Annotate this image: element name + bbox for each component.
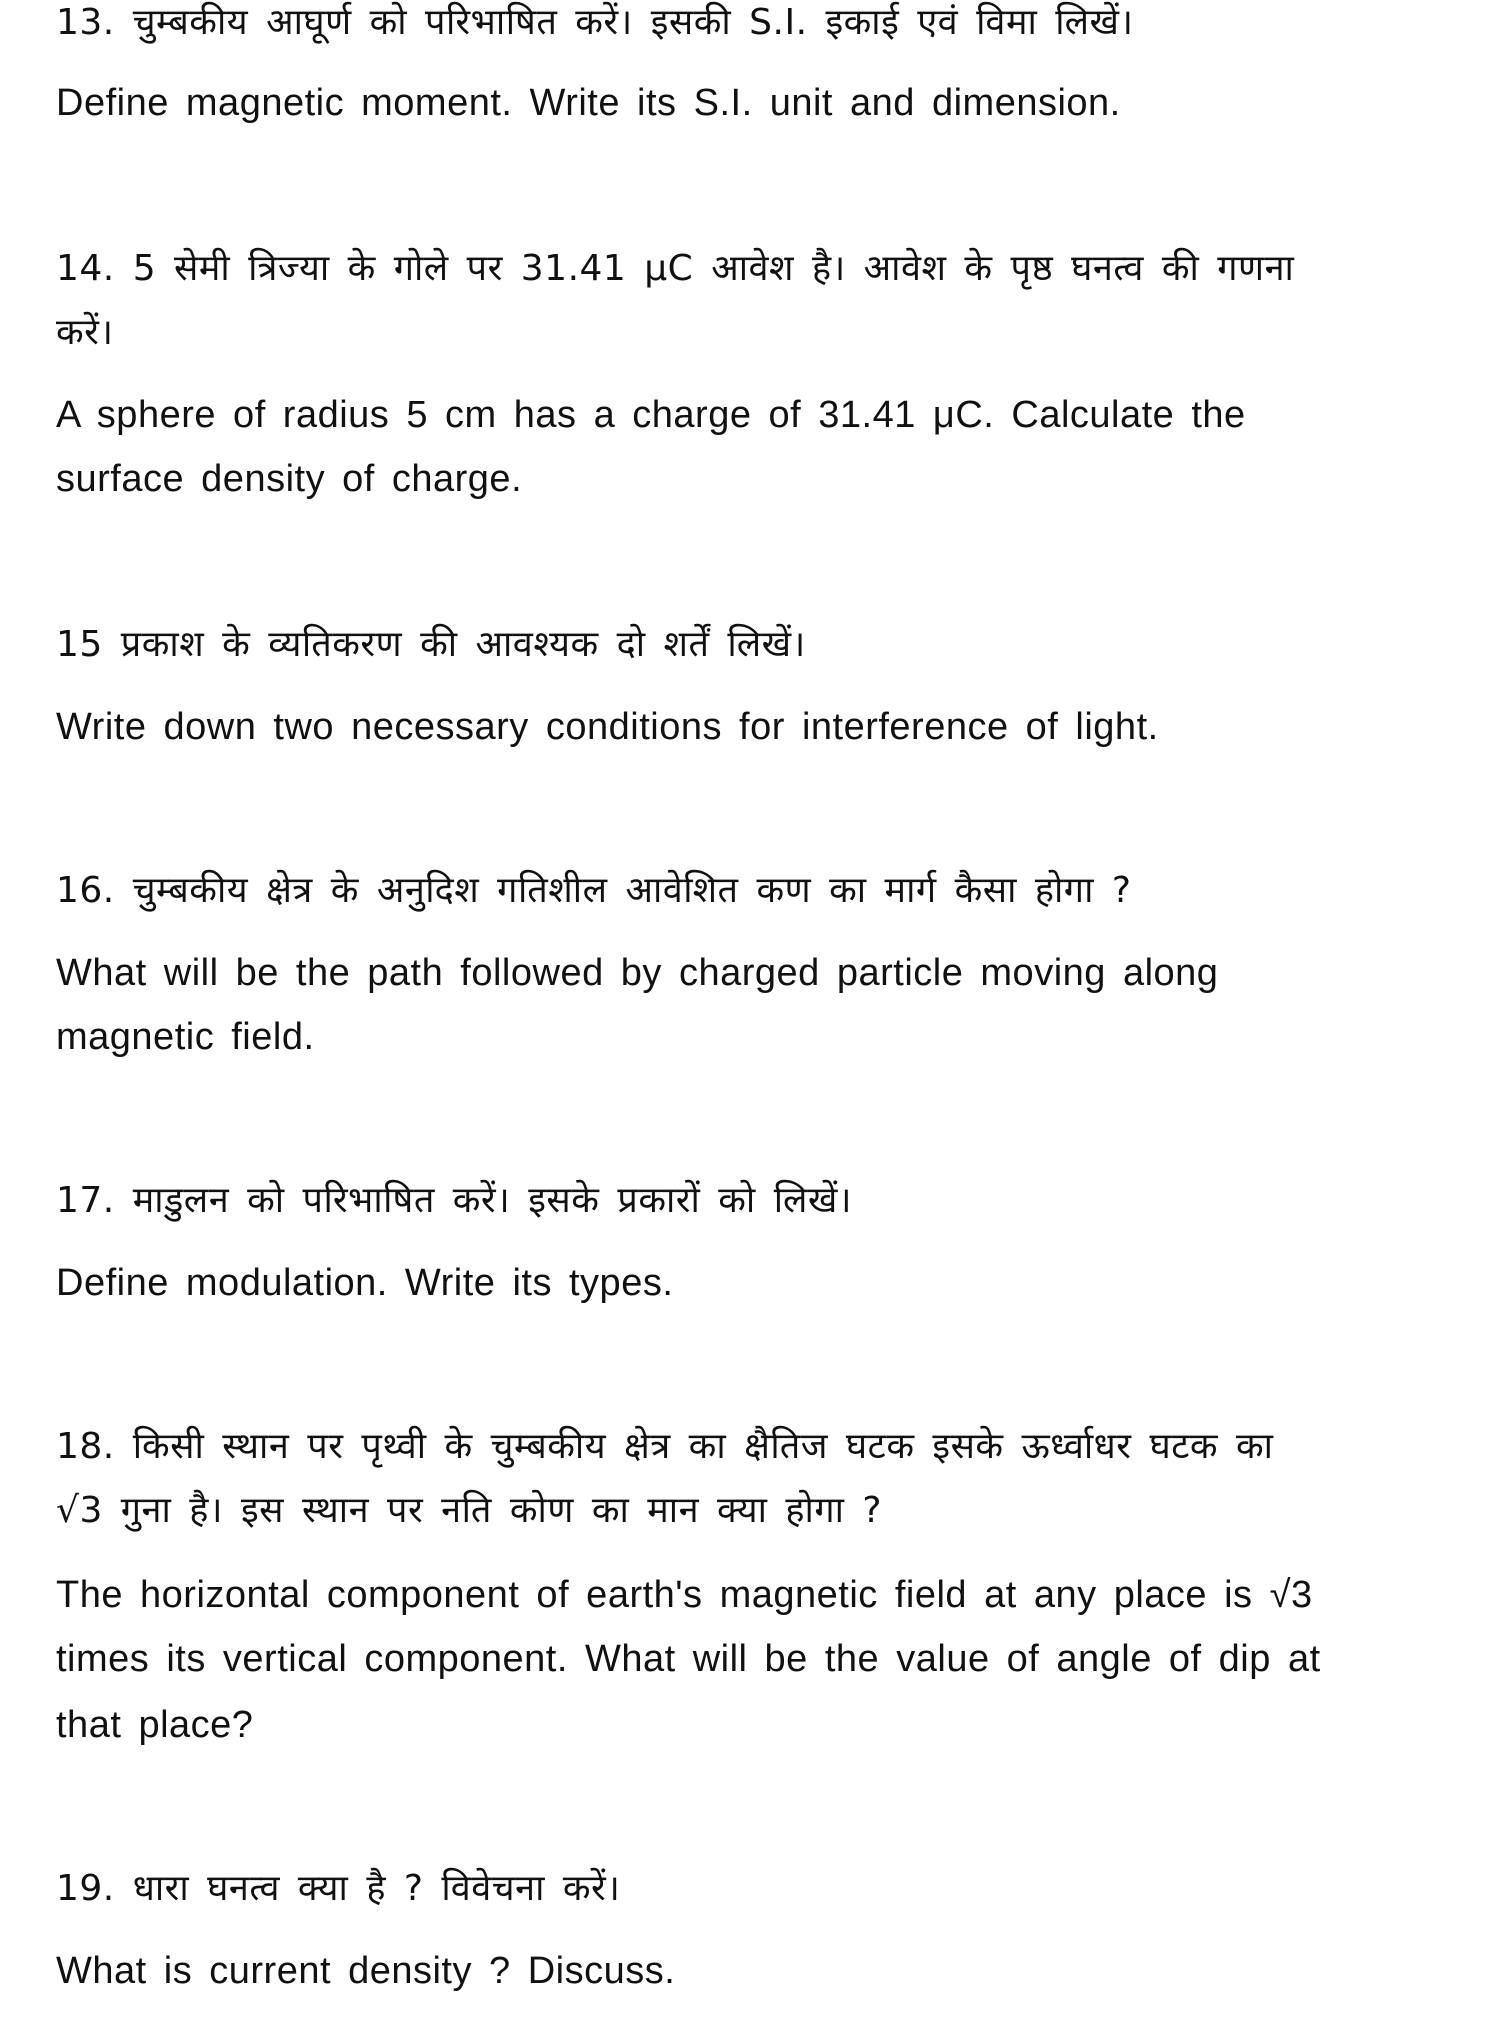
question-18-english-line-2: times its vertical component. What will be the value of angle of dip at	[56, 1638, 1321, 1680]
question-15-hindi-line-1: 15 प्रकाश के व्यतिकरण की आवश्यक दो शर्तें लिखें।	[56, 624, 806, 665]
question-18-english-line-3: that place?	[56, 1704, 254, 1746]
question-16-hindi-line-1: 16. चुम्बकीय क्षेत्र के अनुदिश गतिशील आवेशित कण का मार्ग कैसा होगा ?	[56, 870, 1132, 911]
question-14-hindi-line-1: 14. 5 सेमी त्रिज्या के गोले पर 31.41 μC आवेश है। आवेश के पृष्ठ घनत्व की गणना	[56, 248, 1295, 289]
question-13-english-line-1: Define magnetic moment. Write its S.I. unit and dimension.	[56, 82, 1121, 124]
question-19-hindi-line-1: 19. धारा घनत्व क्या है ? विवेचना करें।	[56, 1868, 621, 1909]
question-18-hindi-line-2: √3 गुना है। इस स्थान पर नति कोण का मान क्या होगा ?	[56, 1490, 883, 1531]
question-19-english-line-1: What is current density ? Discuss.	[56, 1950, 676, 1992]
question-14-english-line-1: A sphere of radius 5 cm has a charge of 31.41 μC. Calculate the	[56, 394, 1246, 436]
question-16-english-line-2: magnetic field.	[56, 1016, 315, 1058]
question-15-english-line-1: Write down two necessary conditions for interference of light.	[56, 706, 1159, 748]
question-18-hindi-line-1: 18. किसी स्थान पर पृथ्वी के चुम्बकीय क्षेत्र का क्षैतिज घटक इसके ऊर्ध्वाधर घटक का	[56, 1426, 1274, 1467]
question-14-english-line-2: surface density of charge.	[56, 458, 523, 500]
question-17-hindi-line-1: 17. माडुलन को परिभाषित करें। इसके प्रकारों को लिखें।	[56, 1180, 853, 1221]
question-18-english-line-1: The horizontal component of earth's magnetic field at any place is √3	[56, 1574, 1313, 1616]
question-16-english-line-1: What will be the path followed by charged particle moving along	[56, 952, 1219, 994]
question-13-hindi-line-1: 13. चुम्बकीय आघूर्ण को परिभाषित करें। इसकी S.I. इकाई एवं विमा लिखें।	[56, 2, 1134, 43]
question-14-hindi-line-2: करें।	[56, 312, 114, 353]
question-17-english-line-1: Define modulation. Write its types.	[56, 1262, 674, 1304]
